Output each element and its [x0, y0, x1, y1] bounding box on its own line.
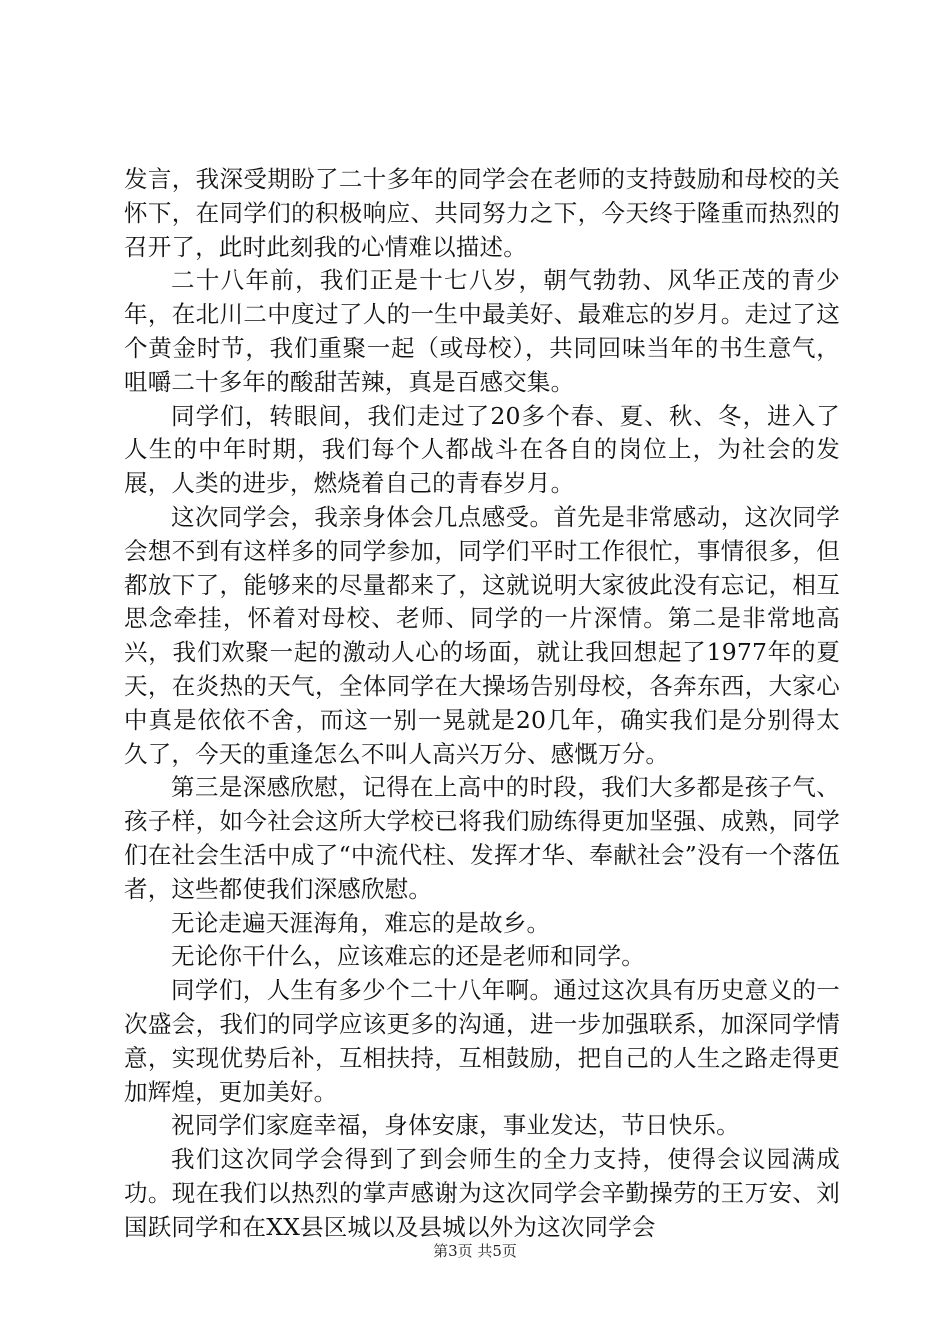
paragraph-2: 二十八年前，我们正是十七八岁，朝气勃勃、风华正茂的青少年，在北川二中度过了人的一生中最美好、最难忘的岁月。走过了这个黄金时节，我们重聚一起（或母校），共同回味当年的书生意气，咀嚼二十多年的酸甜苦辣，真是百感交集。 — [124, 266, 840, 396]
paragraph-1: 发言，我深受期盼了二十多年的同学会在老师的支持鼓励和母校的关怀下，在同学们的积极响应、共同努力之下，今天终于隆重而热烈的召开了，此时此刻我的心情难以描述。 — [124, 165, 840, 261]
page-footer: 第3页 共5页 — [433, 1242, 517, 1260]
paragraph-10: 我们这次同学会得到了到会师生的全力支持，使得会议园满成功。现在我们以热烈的掌声感谢为这次同学会辛勤操劳的王万安、刘国跃同学和在XX县区城以及县城以外为这次同学会 — [124, 1145, 840, 1241]
document-body — [124, 163, 840, 1245]
paragraph-3: 同学们，转眼间，我们走过了20多个春、夏、秋、冬，进入了人生的中年时期，我们每个人都战斗在各自的岗位上，为社会的发展，人类的进步，燃烧着自己的青春岁月。 — [124, 401, 840, 498]
paragraph-5: 第三是深感欣慰，记得在上高中的时段，我们大多都是孩子气、孩子样，如今社会这所大学校已将我们励练得更加坚强、成熟，同学们在社会生活中成了“中流代柱、发挥才华、奉献社会”没有一个落伍者，这些都使我们深感欣慰。 — [124, 773, 840, 903]
paragraph-6: 无论走遍天涯海角，难忘的是故乡。 — [171, 908, 551, 937]
paragraph-7: 无论你干什么，应该难忘的还是老师和同学。 — [171, 942, 645, 971]
paragraph-4: 这次同学会，我亲身体会几点感受。首先是非常感动，这次同学会想不到有这样多的同学参加，同学们平时工作很忙，事情很多，但都放下了，能够来的尽量都来了，这就说明大家彼此没有忘记，相互思念牵挂，怀着对母校、老师、同学的一片深情。第二是非常地高兴，我们欢聚一起的激动人心的场面，就让我回想起了1977年的夏天，在炎热的天气，全体同学在大操场告别母校，各奔东西，大家心中真是依依不舍，而这一别一晃就是20几年，确实我们是分别得太久了，今天的重逢怎么不叫人高兴万分、感慨万分。 — [124, 502, 840, 768]
paragraph-9: 祝同学们家庭幸福，身体安康，事业发达，节日快乐。 — [171, 1111, 740, 1140]
paragraph-8: 同学们，人生有多少个二十八年啊。通过这次具有历史意义的一次盛会，我们的同学应该更多的沟通，进一步加强联系，加深同学情意，实现优势后补，互相扶持，互相鼓励，把自己的人生之路走得更加辉煌，更加美好。 — [124, 976, 840, 1106]
